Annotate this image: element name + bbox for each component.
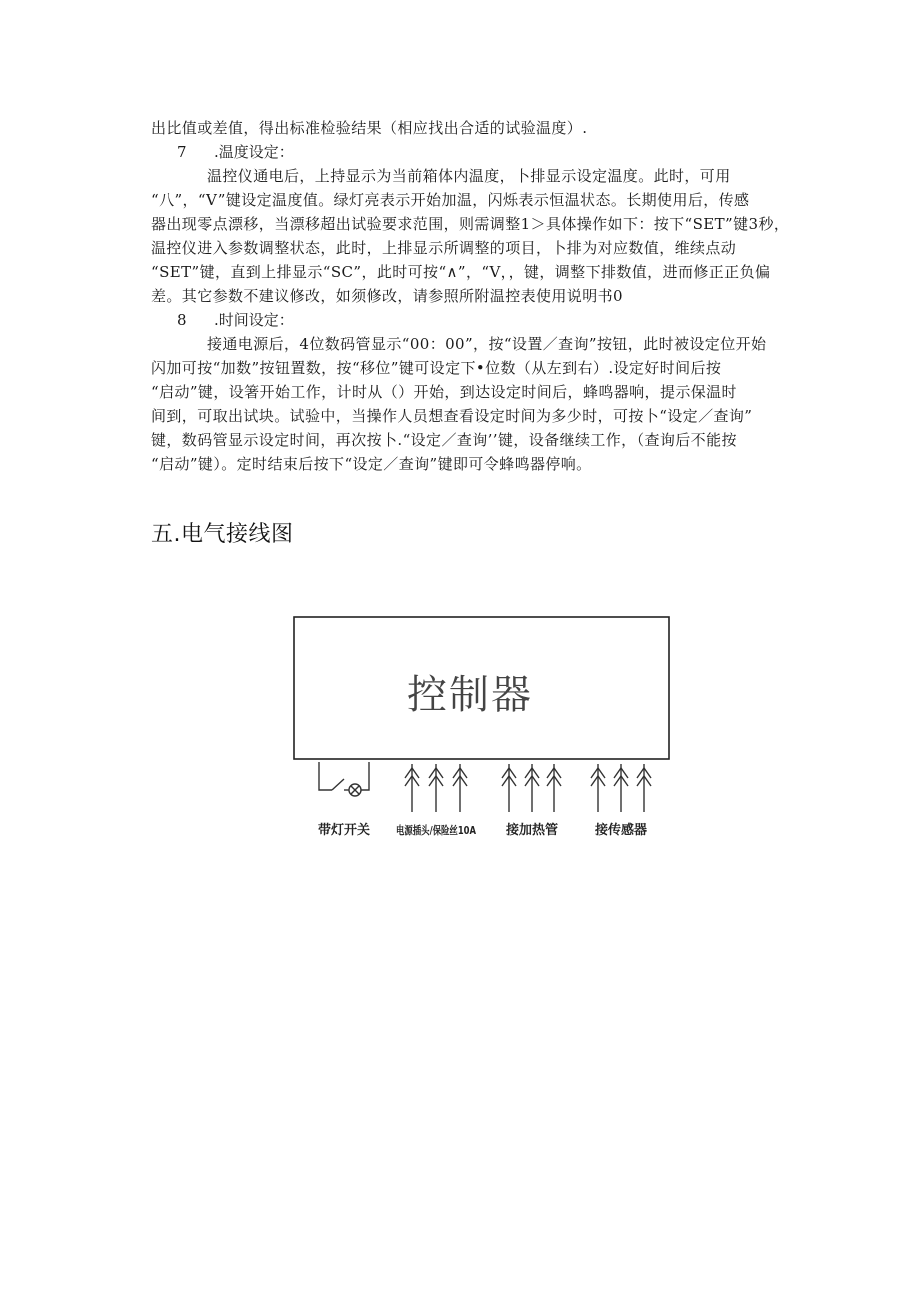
section8-line-5: 键，数码管显示设定时间，再次按卜.“设定／查询’’键，设备继续工作，（查询后不能按 — [151, 431, 737, 449]
section7-number: 7 — [177, 143, 187, 161]
section8-title: .时间设定： — [214, 311, 294, 329]
section7-line-6: 差。其它参数不建议修改，如须修改，请参照所附温控表使用说明书0 — [151, 287, 623, 305]
section7-line-2: “八”，“V”键设定温度值。绿灯亮表示开始加温，闪烁表示恒温状态。长期使用后，传感 — [151, 191, 750, 209]
section7-line-5: “SET”键，直到上排显示“SC”，此时可按“∧”，“V，，键，调整下排数值，进而修正正负偏 — [151, 263, 771, 281]
label-heater: 接加热管 — [505, 823, 559, 838]
sensor-terminal-arrows — [591, 764, 651, 812]
section5-heading: 五.电气接线图 — [151, 522, 294, 547]
heater-terminal-arrows — [502, 764, 561, 812]
section7-line-1: 温控仪通电后，上持显示为当前箱体内温度，卜排显示设定温度。此时，可用 — [207, 167, 731, 185]
label-lamp-switch: 带灯开关 — [317, 823, 371, 838]
lamp-switch-symbol — [319, 762, 369, 796]
label-sensor: 接传感器 — [594, 823, 648, 838]
section8-number: 8 — [177, 311, 187, 329]
section8-line-2: 闪加可按“加数”按钮置数，按“移位”键可设定下•位数（从左到右）.设定好时间后按 — [151, 359, 722, 377]
section7-line-3: 器出现零点漂移，当漂移超出试验要求范围，则需调整1＞具体操作如下：按下“SET”键3秒， — [151, 215, 790, 233]
section7-line-4: 温控仪进入参数调整状态，此时，上排显示所调整的项目，卜排为对应数值，维续点动 — [151, 239, 737, 257]
section8-line-4: 间到，可取出试块。试验中，当操作人员想查看设定时间为多少时，可按卜“设定／查询” — [151, 407, 753, 425]
section7-title: .温度设定： — [214, 143, 294, 161]
section8-line-3: “启动”键，设箸开始工作，计时从（）开始，到达设定时间后，蜂鸣器响，提示保温时 — [151, 383, 737, 401]
label-power: 电源插头/保险丝10A — [396, 824, 501, 837]
controller-label: 控制器 — [407, 672, 533, 718]
section8-line-1: 接通电源后，4位数码管显示“00：00”，按“设置／查询”按钮，此时被设定位开始 — [207, 335, 767, 353]
section7-intro-line: 出比值或差值，得出标准检验结果（相应找出合适的试验温度）. — [151, 119, 588, 137]
section8-line-6: “启动”键）。定时结束后按下“设定／查询”键即可令蜂鸣器停响。 — [151, 455, 592, 473]
power-terminal-arrows — [405, 764, 467, 812]
